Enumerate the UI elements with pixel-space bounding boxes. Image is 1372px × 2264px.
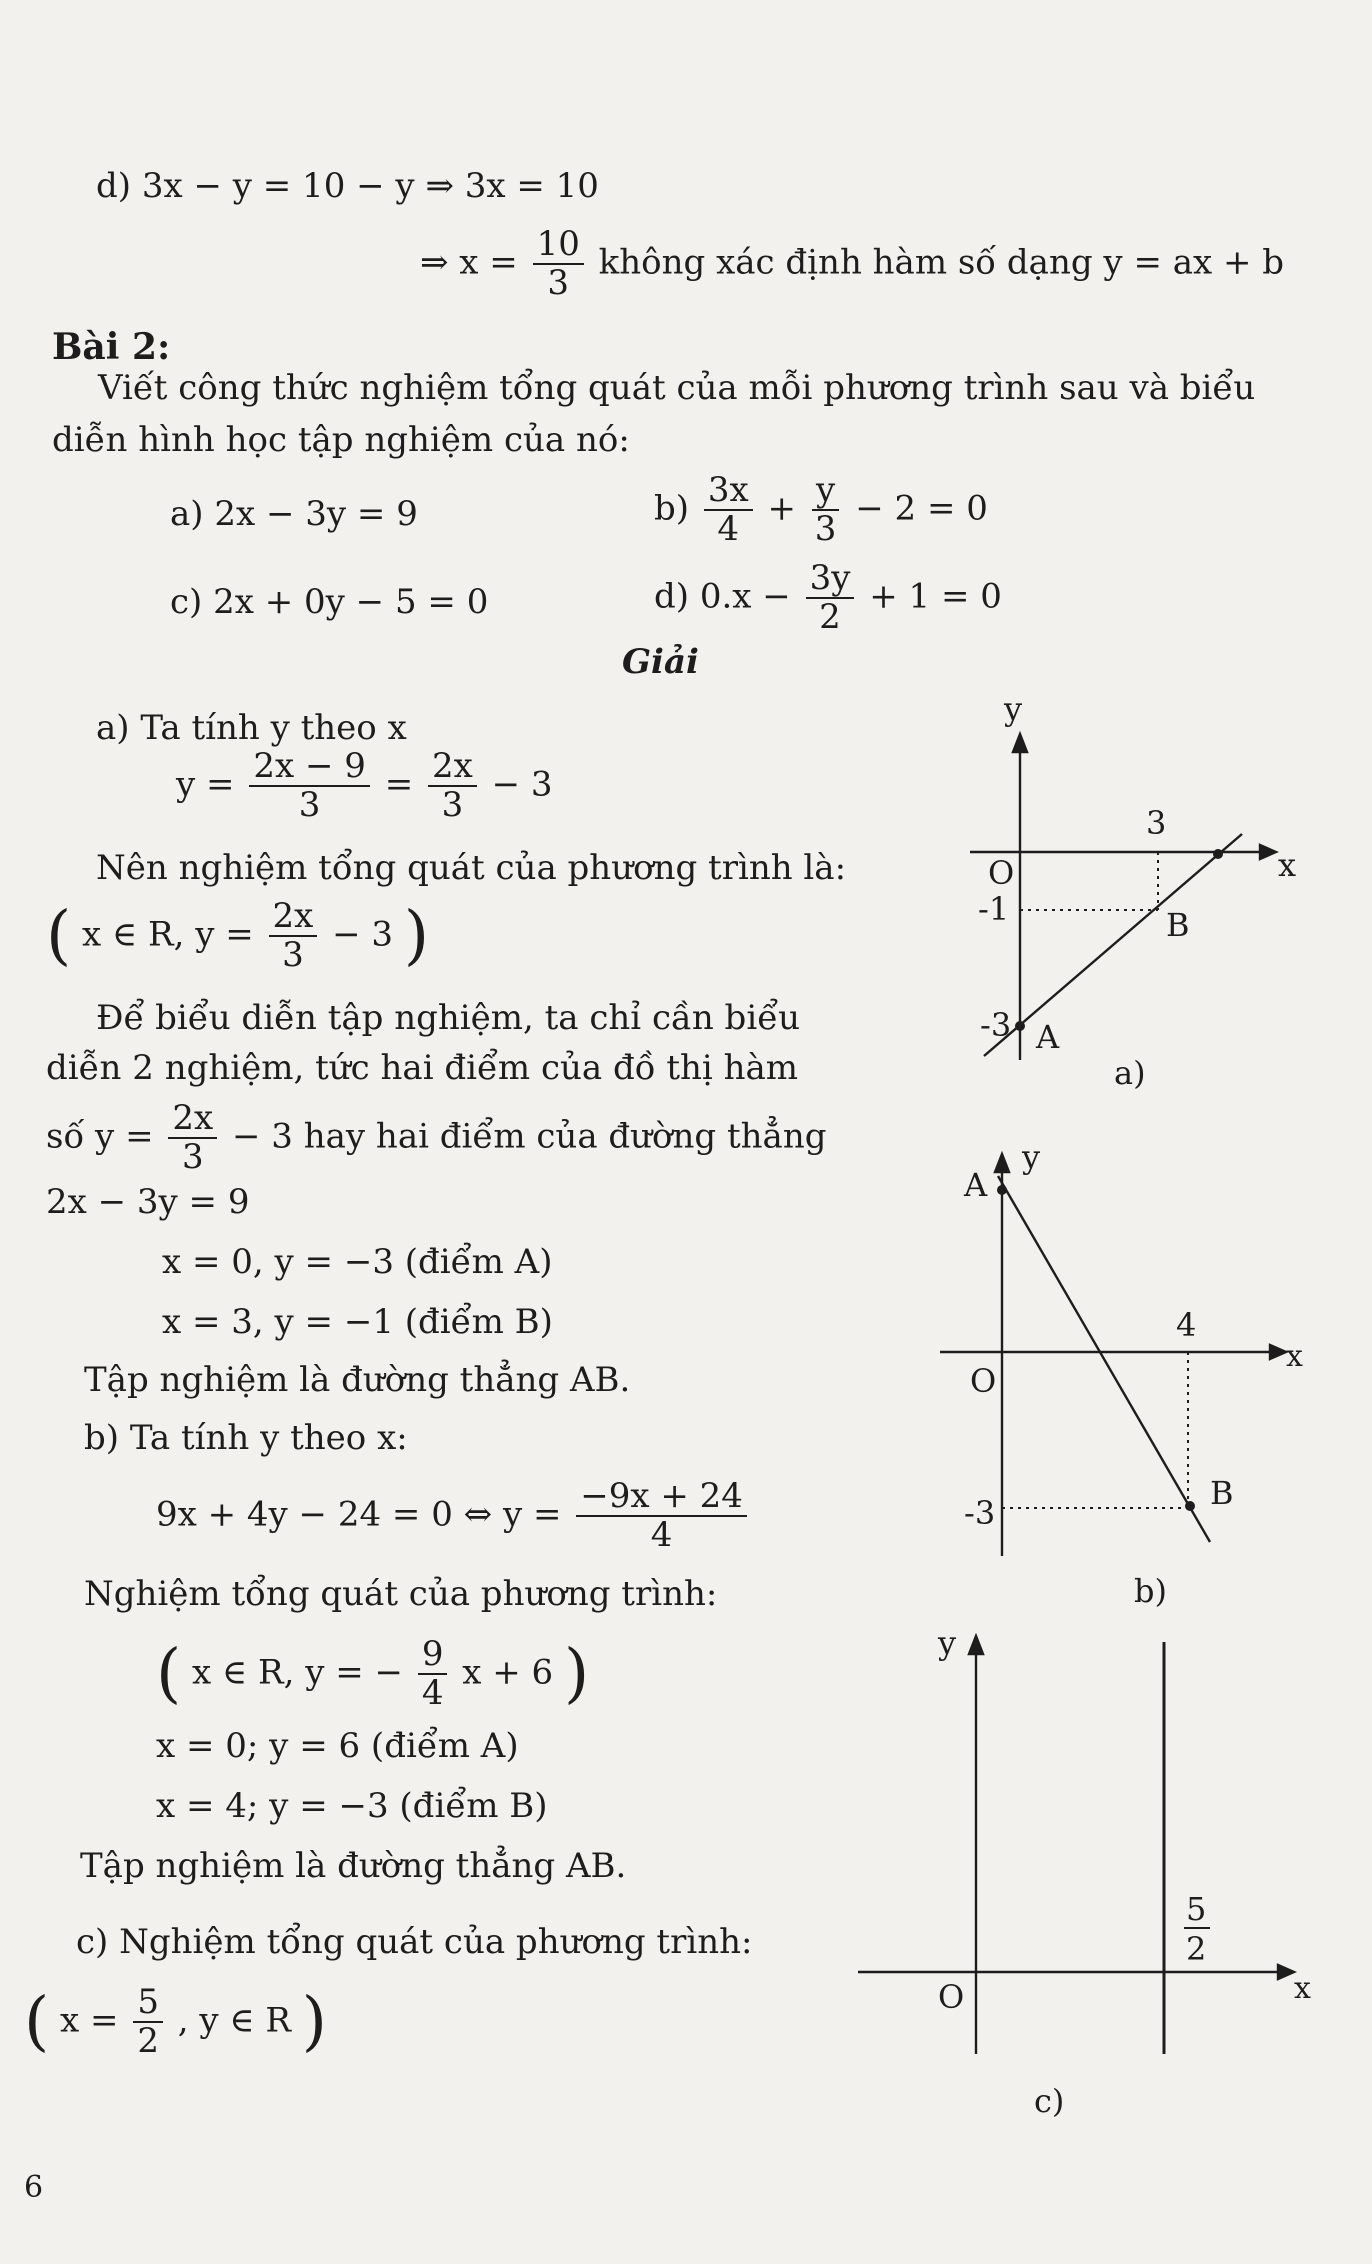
equation-d: d) 0.x − $\frac{3y}{2}$ + 1 = 0 <box>654 558 1002 638</box>
sol-b-line7: Tập nghiệm là đường thẳng AB. <box>80 1846 627 1886</box>
graph-a <box>960 690 1310 1100</box>
graph-c-y-arrow <box>969 1636 983 1654</box>
graph-b-point-a <box>997 1185 1007 1195</box>
graph-c-y-label: y <box>938 1626 957 1662</box>
graph-a-tick-y2: -3 <box>980 1006 1012 1044</box>
graph-a-tick-y: -1 <box>978 890 1010 928</box>
graph-b-x-arrow <box>1270 1345 1286 1359</box>
graph-a-tick-x: 3 <box>1146 804 1167 842</box>
sol-b-line6: x = 4; y = −3 (điểm B) <box>156 1786 548 1826</box>
equation-c: c) 2x + 0y − 5 = 0 <box>170 582 489 622</box>
sol-a-line5: Để biểu diễn tập nghiệm, ta chỉ cần biểu <box>96 998 801 1038</box>
graph-a-caption: a) <box>1114 1054 1146 1092</box>
sol-a-line9: x = 0, y = −3 (điểm A) <box>162 1242 553 1282</box>
graph-a-label-a: A <box>1036 1018 1060 1056</box>
graph-b-tick-x: 4 <box>1176 1306 1197 1344</box>
sol-c-line1: c) Nghiệm tổng quát của phương trình: <box>76 1922 753 1962</box>
sol-a-line6: diễn 2 nghiệm, tức hai điểm của đồ thị hàm <box>46 1048 799 1088</box>
sol-a-line8: 2x − 3y = 9 <box>46 1182 250 1222</box>
graph-c-caption: c) <box>1034 2082 1065 2120</box>
sol-b-line4: ( x ∈ R, y = − $\frac{9}{4}$ x + 6 ) <box>156 1634 590 1714</box>
graph-c-origin: O <box>938 1978 965 2016</box>
graph-c-x-arrow <box>1278 1965 1294 1979</box>
graph-a-label-b: B <box>1166 906 1190 944</box>
sol-a-line3: Nên nghiệm tổng quát của phương trình là: <box>96 848 847 888</box>
exercise-title: Bài 2: <box>52 326 171 368</box>
graph-b-label-a: A <box>964 1166 988 1204</box>
graph-b <box>940 1136 1320 1616</box>
graph-b-caption: b) <box>1134 1572 1167 1610</box>
sol-a-line10: x = 3, y = −1 (điểm B) <box>162 1302 553 1342</box>
graph-a-x-arrow <box>1260 845 1276 859</box>
sol-a-line4: ( x ∈ R, y = $\frac{2x}{3}$ − 3 ) <box>46 896 430 976</box>
graph-a-point-a <box>1015 1021 1025 1031</box>
sol-b-line5: x = 0; y = 6 (điểm A) <box>156 1726 519 1766</box>
sol-a-line2: y = $\frac{2x - 9}{3}$ = $\frac{2x}{3}$ − 3 <box>176 746 553 826</box>
sol-a-line11: Tập nghiệm là đường thẳng AB. <box>84 1360 631 1400</box>
graph-b-y-label: y <box>1022 1138 1041 1176</box>
graph-a-y-label: y <box>1004 690 1023 728</box>
d-part-line1: d) 3x − y = 10 − y ⇒ 3x = 10 <box>96 166 599 206</box>
graph-b-point-b <box>1185 1501 1195 1511</box>
graph-a-y-arrow <box>1013 734 1027 752</box>
sol-c-line2: ( x = $\frac{5}{2}$ , y ∈ R ) <box>24 1982 327 2062</box>
graph-a-point-b <box>1213 849 1223 859</box>
exercise-prompt-line1: Viết công thức nghiệm tổng quát của mỗi phương trình sau và biểu <box>98 368 1256 408</box>
equation-b: b) $\frac{3x}{4}$ + $\frac{y}{3}$ − 2 = 0 <box>654 470 988 550</box>
graph-c-tick-den: 2 <box>1186 1930 1207 1968</box>
graph-c-tick-num: 5 <box>1186 1890 1207 1928</box>
page-number: 6 <box>24 2170 44 2205</box>
exercise-prompt-line2: diễn hình học tập nghiệm của nó: <box>52 420 630 460</box>
sol-a-line1: a) Ta tính y theo x <box>96 708 407 748</box>
sol-b-line3: Nghiệm tổng quát của phương trình: <box>84 1574 718 1614</box>
graph-a-origin: O <box>988 854 1015 892</box>
sol-b-line1: b) Ta tính y theo x: <box>84 1418 408 1458</box>
graph-c <box>840 1626 1320 2136</box>
graph-b-line <box>998 1176 1210 1542</box>
graph-b-origin: O <box>970 1362 997 1400</box>
sol-b-line2: 9x + 4y − 24 = 0 ⇔ y = $\frac{-9x + 24}{4}$ <box>156 1478 751 1555</box>
graph-b-x-label: x <box>1286 1339 1303 1374</box>
graph-b-label-b: B <box>1210 1474 1234 1512</box>
solution-heading: Giải <box>622 642 699 682</box>
sol-a-line7: số y = $\frac{2x}{3}$ − 3 hay hai điểm của đường thẳng <box>46 1098 827 1178</box>
graph-b-tick-y: -3 <box>964 1494 996 1532</box>
graph-a-x-label: x <box>1278 846 1297 884</box>
equation-a: a) 2x − 3y = 9 <box>170 494 418 534</box>
graph-b-y-arrow <box>995 1154 1009 1172</box>
d-part-line2: ⇒ x = $\frac{10}{3}$ không xác định hàm số dạng y = ax + b <box>420 224 1285 304</box>
graph-c-x-label: x <box>1294 1971 1311 2006</box>
